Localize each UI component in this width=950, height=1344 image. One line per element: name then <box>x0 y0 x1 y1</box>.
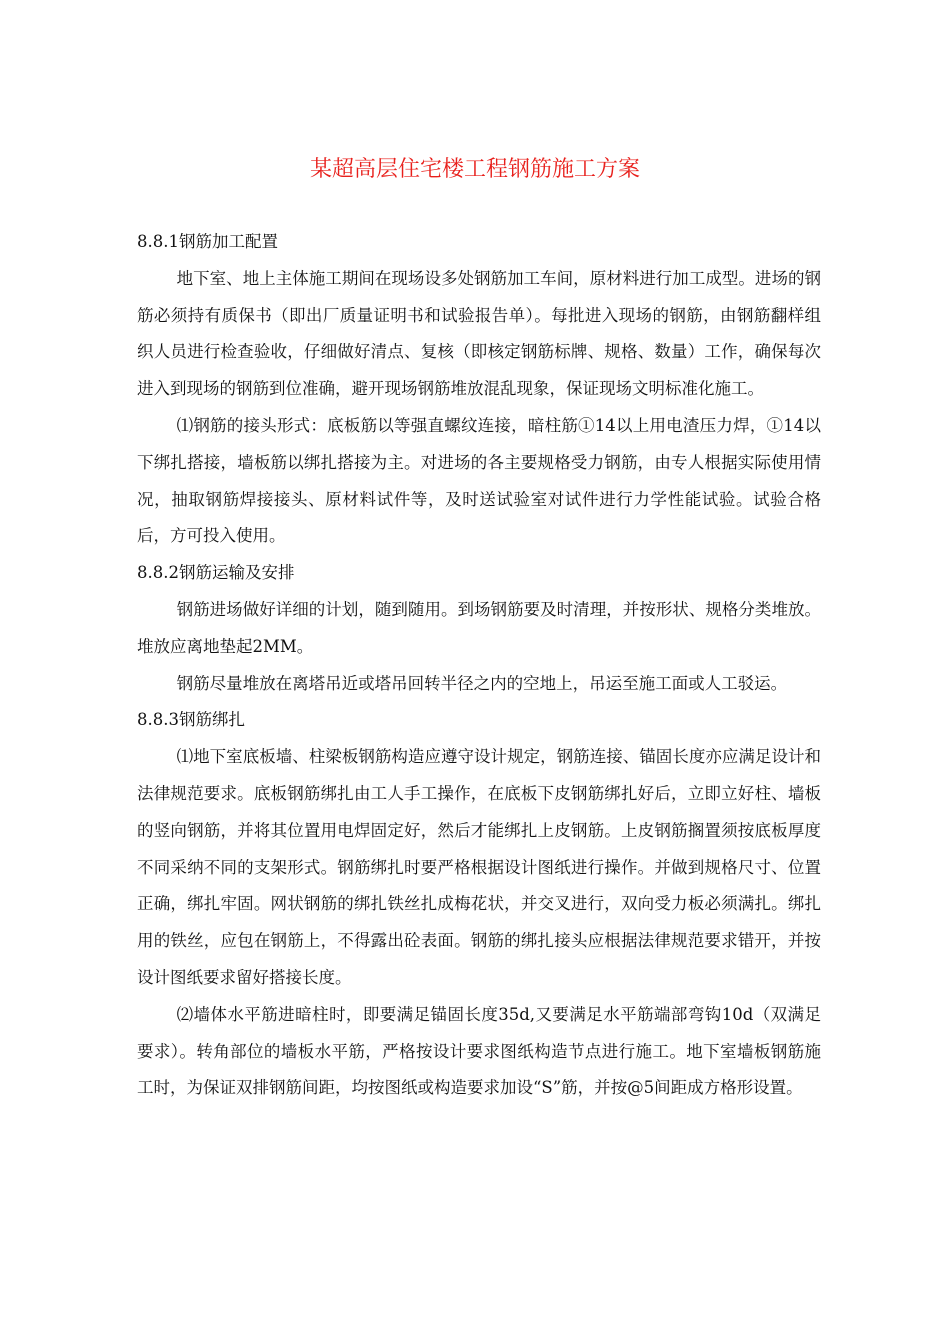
section-heading-8-8-2: 8.8.2钢筋运输及安排 <box>137 563 295 583</box>
paragraph: ⑴钢筋的接头形式：底板筋以等强直螺纹连接，暗柱筋①14以上用电渣压力焊，①14以下绑扎搭接，墙板筋以绑扎搭接为主。对进场的各主要规格受力钢筋，由专人根据实际使用情况，抽取钢筋焊接接头、原材料试件等，及时送试验室对试件进行力学性能试验。试验合格后，方可投入使用。 <box>137 415 821 546</box>
paragraph: ⑴地下室底板墙、柱梁板钢筋构造应遵守设计规定，钢筋连接、锚固长度亦应满足设计和法律规范要求。底板钢筋绑扎由工人手工操作，在底板下皮钢筋绑扎好后，立即立好柱、墙板的竖向钢筋，并将其位置用电焊固定好，然后才能绑扎上皮钢筋。上皮钢筋搁置须按底板厚度不同采纳不同的支架形式。钢筋绑扎时要严格根据设计图纸进行操作。并做到规格尺寸、位置正确，绑扎牢固。网状钢筋的绑扎铁丝扎成梅花状，并交叉进行，双向受力板必须满扎。绑扎用的铁丝，应包在钢筋上，不得露出砼表面。钢筋的绑扎接头应根据法律规范要求错开，并按设计图纸要求留好搭接长度。 <box>137 747 821 987</box>
paragraph: 钢筋尽量堆放在离塔吊近或塔吊回转半径之内的空地上，吊运至施工面或人工驳运。 <box>176 673 788 693</box>
paragraph: 地下室、地上主体施工期间在现场设多处钢筋加工车间，原材料进行加工成型。进场的钢筋必须持有质保书（即出厂质量证明书和试验报告单）。每批进入现场的钢筋，由钢筋翻样组织人员进行检查验收，仔细做好清点、复核（即核定钢筋标牌、规格、数量）工作，确保每次进入到现场的钢筋到位准确，避开现场钢筋堆放混乱现象，保证现场文明标准化施工。 <box>137 268 821 399</box>
document-title: 某超高层住宅楼工程钢筋施工方案 <box>309 157 640 182</box>
section-heading-8-8-1: 8.8.1钢筋加工配置 <box>137 232 278 251</box>
section-heading-8-8-3: 8.8.3钢筋绑扎 <box>137 710 245 730</box>
document-body <box>137 224 821 1107</box>
paragraph: 钢筋进场做好详细的计划，随到随用。到场钢筋要及时清理，并按形状、规格分类堆放。堆放应离地垫起2MM。 <box>137 599 821 656</box>
paragraph: ⑵墙体水平筋进暗柱时，即要满足锚固长度35d,又要满足水平筋端部弯钩10d（双满足要求）。转角部位的墙板水平筋，严格按设计要求图纸构造节点进行施工。地下室墙板钢筋施工时，为保证双排钢筋间距，均按图纸或构造要求加设“S”筋，并按@5间距成方格形设置。 <box>137 1004 821 1098</box>
